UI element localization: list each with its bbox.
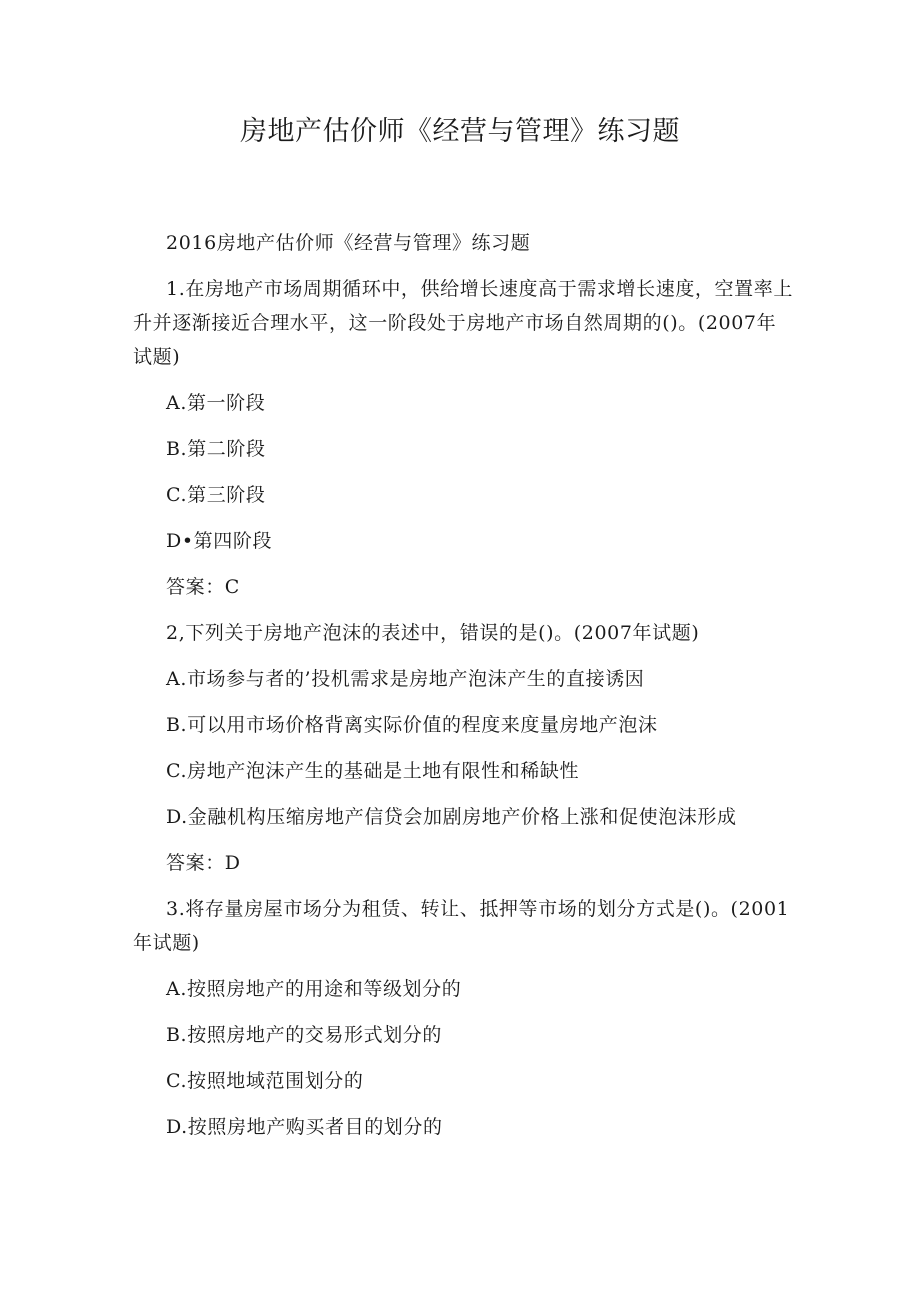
question-3-option-d: D.按照房地产购买者目的划分的 xyxy=(166,1116,443,1138)
question-2-option-b: B.可以用市场价格背离实际价值的程度来度量房地产泡沫 xyxy=(166,714,658,736)
question-1-option-b: B.第二阶段 xyxy=(166,438,266,460)
question-2-option-c: C.房地产泡沫产生的基础是土地有限性和稀缺性 xyxy=(166,760,580,782)
question-1-option-c: C.第三阶段 xyxy=(166,484,266,506)
question-1-answer: 答案：C xyxy=(166,576,240,598)
document-subtitle: 2016房地产估价师《经营与管理》练习题 xyxy=(166,232,531,254)
question-1-stem: 1.在房地产市场周期循环中，供给增长速度高于需求增长速度，空置率上升并逐渐接近合理水平，这一阶段处于房地产市场自然周期的()。(2007年试题) xyxy=(133,278,793,368)
question-2-option-a: A.市场参与者的’投机需求是房地产泡沫产生的直接诱因 xyxy=(166,668,645,690)
question-3-stem: 3.将存量房屋市场分为租赁、转让、抵押等市场的划分方式是()。(2001年试题) xyxy=(133,898,790,954)
question-2-option-d: D.金融机构压缩房地产信贷会加剧房地产价格上涨和促使泡沫形成 xyxy=(166,806,737,828)
question-2-answer: 答案：D xyxy=(166,852,241,874)
document-title: 房地产估价师《经营与管理》练习题 xyxy=(240,116,680,147)
question-3-option-a: A.按照房地产的用途和等级划分的 xyxy=(166,978,462,1000)
question-1-option-d: D•第四阶段 xyxy=(166,530,273,552)
document-body xyxy=(133,226,793,1156)
question-1-option-a: A.第一阶段 xyxy=(166,392,266,414)
question-2-stem: 2,下列关于房地产泡沫的表述中，错误的是()。(2007年试题) xyxy=(166,622,700,644)
question-3-option-c: C.按照地域范围划分的 xyxy=(166,1070,364,1092)
question-3-option-b: B.按照房地产的交易形式划分的 xyxy=(166,1024,443,1046)
